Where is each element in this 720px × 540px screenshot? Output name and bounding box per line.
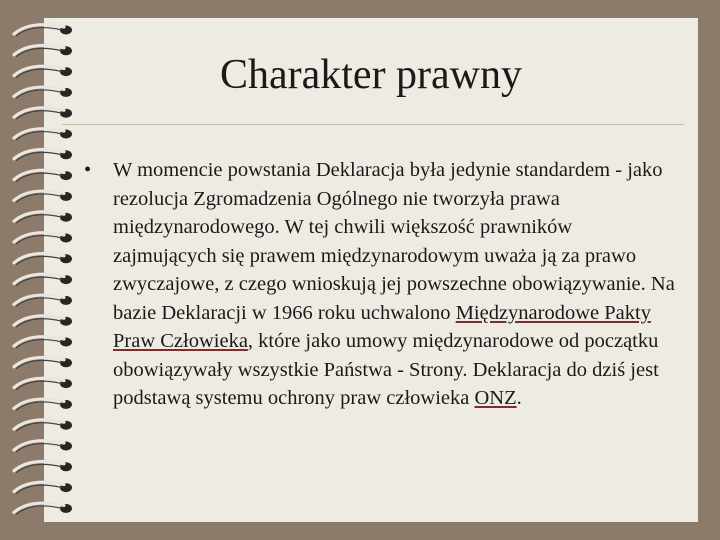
spiral-ring	[14, 461, 72, 472]
paragraph-text-1: W momencie powstania Deklaracja była jedynie standardem - jako rezolucja Zgromadzenia Ogólnego nie tworzyła prawa międzynarodowego. W tej chwili większość prawników zajmujących się prawem międzynarodowym uważa ją za prawo zwyczajowe, z czego wnioskują jej powszechne obowiązywanie. Na bazie Deklaracji w 1966 roku uchwalono	[113, 159, 675, 324]
bullet-marker: •	[84, 159, 92, 181]
spiral-ring	[14, 503, 72, 514]
spiral-ring	[14, 378, 72, 389]
body-paragraph	[113, 156, 680, 413]
spiral-ring	[14, 420, 72, 431]
paragraph-text-3: .	[516, 387, 522, 409]
slide-body	[84, 156, 680, 413]
spiral-ring	[14, 482, 72, 493]
paragraph-text-2: , które jako umowy międzynarodowe od początku obowiązywały wszystkie Państwa - Strony. Deklaracja do dziś jest podstawą systemu ochrony praw człowieka	[113, 330, 659, 409]
spiral-ring	[14, 191, 72, 202]
spiral-ring	[14, 233, 72, 244]
slide-title: Charakter prawny	[219, 52, 523, 98]
spiral-ring	[14, 357, 72, 368]
spiral-ring	[14, 274, 72, 285]
spiral-ring	[14, 212, 72, 223]
spiral-ring	[14, 170, 72, 181]
spiral-ring	[14, 149, 72, 160]
link-onz[interactable]: ONZ	[474, 387, 517, 409]
title-divider	[62, 124, 684, 125]
spiral-ring	[14, 316, 72, 327]
spiral-ring	[14, 129, 72, 140]
spiral-ring	[14, 25, 72, 36]
spiral-ring	[14, 337, 72, 348]
spiral-ring	[14, 441, 72, 452]
spiral-ring	[14, 295, 72, 306]
link-international-covenants[interactable]: Międzynarodowe Pakty Praw Człowieka	[113, 301, 651, 352]
spiral-ring	[14, 108, 72, 119]
spiral-ring	[14, 399, 72, 410]
spiral-ring	[14, 253, 72, 264]
